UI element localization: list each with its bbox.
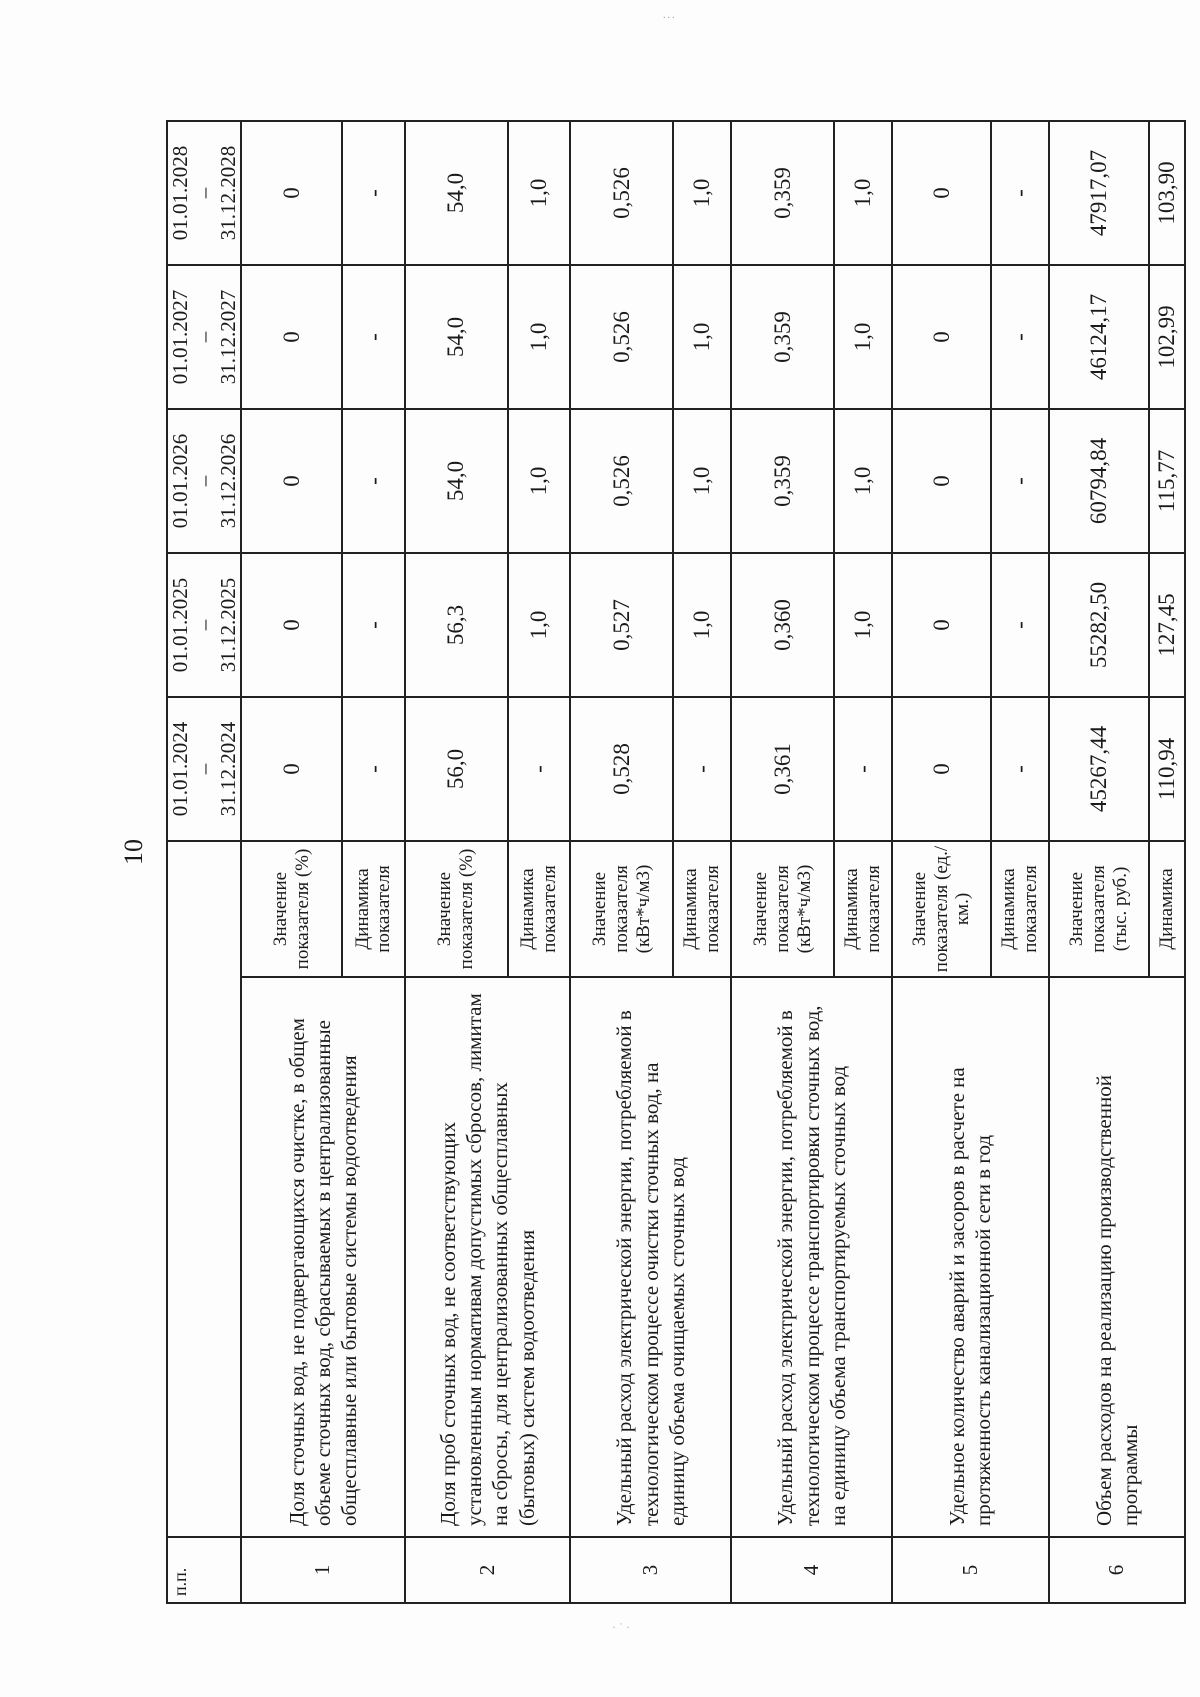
row-number: 5 — [892, 1537, 1049, 1603]
indicator-type: Динамика показателя — [508, 841, 571, 977]
value-cell: 1,0 — [673, 553, 731, 697]
table-wrapper — [166, 122, 1186, 1604]
value-cell: 0,359 — [731, 121, 834, 265]
value-cell: 0 — [892, 121, 990, 265]
value-cell: 0,526 — [570, 265, 673, 409]
value-cell: 115,77 — [1149, 409, 1185, 553]
value-cell: 0 — [241, 553, 342, 697]
indicator-type: Значение показателя (ед./км.) — [892, 841, 990, 977]
indicator-type: Значение показателя (тыс. руб.) — [1049, 841, 1150, 977]
header-empty-cell — [167, 841, 241, 1537]
value-cell: - — [991, 697, 1049, 841]
value-cell: 1,0 — [673, 265, 731, 409]
table-row — [892, 121, 990, 1603]
value-cell: 0 — [241, 265, 342, 409]
value-cell: 1,0 — [673, 409, 731, 553]
indicator-name: Доля сточных вод, не подвергающихся очистке, в общем объеме сточных вод, сбрасываемых в централизованные общесплавные или бытовые системы водоотведения — [241, 977, 404, 1537]
header-period-5: 01.01.2028 – 31.12.2028 — [167, 121, 241, 265]
value-cell: 0 — [241, 409, 342, 553]
value-cell: 1,0 — [834, 409, 892, 553]
table-row — [241, 121, 342, 1603]
row-number: 3 — [570, 1537, 731, 1603]
indicator-name: Удельный расход электрической энергии, потребляемой в технологическом процессе транспортировки сточных вод, на единицу объема транспортируемых сточных вод — [731, 977, 892, 1537]
scan-dots: ... — [663, 10, 677, 21]
value-cell: 1,0 — [834, 265, 892, 409]
row-number: 4 — [731, 1537, 892, 1603]
header-period-4: 01.01.2027 – 31.12.2027 — [167, 265, 241, 409]
value-cell: - — [834, 697, 892, 841]
value-cell: - — [991, 121, 1049, 265]
indicator-type: Динамика показателя — [342, 841, 405, 977]
value-cell: 0,528 — [570, 697, 673, 841]
indicator-name: Доля проб сточных вод, не соответствующих установленным нормативам допустимых сбросов, лимитам на сбросы, для централизованных общесплавных (бытовых) систем водоотведения — [405, 977, 571, 1537]
indicator-type: Значение показателя (кВт*ч/м3) — [570, 841, 673, 977]
value-cell: 0,526 — [570, 121, 673, 265]
indicator-type: Динамика показателя — [673, 841, 731, 977]
indicator-type: Динамика показателя — [834, 841, 892, 977]
value-cell: 0,361 — [731, 697, 834, 841]
value-cell: - — [991, 409, 1049, 553]
value-cell: 1,0 — [834, 121, 892, 265]
header-period-3: 01.01.2026 – 31.12.2026 — [167, 409, 241, 553]
indicator-name: Удельное количество аварий и засоров в расчете на протяженность канализационной сети в год — [892, 977, 1049, 1537]
row-number: 2 — [405, 1537, 571, 1603]
header-period-2: 01.01.2025 – 31.12.2025 — [167, 553, 241, 697]
scan-mark: · ˙ · — [612, 1620, 630, 1634]
row-number: 6 — [1049, 1537, 1185, 1603]
value-cell: 0,359 — [731, 409, 834, 553]
value-cell: - — [991, 553, 1049, 697]
value-cell: 60794,84 — [1049, 409, 1150, 553]
header-row — [167, 121, 241, 1603]
value-cell: - — [342, 553, 405, 697]
value-cell: 54,0 — [405, 409, 508, 553]
table-body — [241, 121, 1185, 1603]
indicator-name: Удельный расход электрической энергии, потребляемой в технологическом процессе очистки сточных вод, на единицу объема очищаемых сточных вод — [570, 977, 731, 1537]
value-cell: 1,0 — [673, 121, 731, 265]
value-cell: 54,0 — [405, 265, 508, 409]
value-cell: - — [991, 265, 1049, 409]
table-row — [1049, 121, 1150, 1603]
value-cell: 110,94 — [1149, 697, 1185, 841]
value-cell: 46124,17 — [1049, 265, 1150, 409]
indicator-name: Объем расходов на реализацию производственной программы — [1049, 977, 1185, 1537]
value-cell: 0,526 — [570, 409, 673, 553]
indicator-type: Значение показателя (%) — [241, 841, 342, 977]
indicator-type: Значение показателя (%) — [405, 841, 508, 977]
value-cell: 127,45 — [1149, 553, 1185, 697]
value-cell: 0,359 — [731, 265, 834, 409]
value-cell: 1,0 — [834, 553, 892, 697]
value-cell: 1,0 — [508, 121, 571, 265]
value-cell: 56,3 — [405, 553, 508, 697]
value-cell: 1,0 — [508, 265, 571, 409]
value-cell: - — [342, 697, 405, 841]
indicator-type: Динамика — [1149, 841, 1185, 977]
value-cell: 0 — [892, 409, 990, 553]
value-cell: 0 — [892, 265, 990, 409]
value-cell: 0 — [241, 121, 342, 265]
indicators-table — [166, 120, 1186, 1604]
value-cell: 103,90 — [1149, 121, 1185, 265]
value-cell: 47917,07 — [1049, 121, 1150, 265]
header-np-label: п.п. — [170, 1567, 190, 1596]
header-np-cell — [167, 1537, 241, 1603]
value-cell: 55282,50 — [1049, 553, 1150, 697]
value-cell: - — [342, 409, 405, 553]
value-cell: 0,527 — [570, 553, 673, 697]
page-number: 10 — [119, 839, 148, 865]
indicator-type: Динамика показателя — [991, 841, 1049, 977]
value-cell: - — [342, 121, 405, 265]
value-cell: - — [342, 265, 405, 409]
indicator-type: Значение показателя (кВт*ч/м3) — [731, 841, 834, 977]
value-cell: - — [508, 697, 571, 841]
header-period-1: 01.01.2024 – 31.12.2024 — [167, 697, 241, 841]
row-number: 1 — [241, 1537, 404, 1603]
value-cell: 1,0 — [508, 553, 571, 697]
value-cell: 0 — [892, 553, 990, 697]
value-cell: 0,360 — [731, 553, 834, 697]
table-row — [405, 121, 508, 1603]
value-cell: 54,0 — [405, 121, 508, 265]
value-cell: 45267,44 — [1049, 697, 1150, 841]
value-cell: 0 — [892, 697, 990, 841]
table-row — [731, 121, 834, 1603]
value-cell: 1,0 — [508, 409, 571, 553]
value-cell: 56,0 — [405, 697, 508, 841]
table-row — [570, 121, 673, 1603]
value-cell: 0 — [241, 697, 342, 841]
value-cell: - — [673, 697, 731, 841]
value-cell: 102,99 — [1149, 265, 1185, 409]
